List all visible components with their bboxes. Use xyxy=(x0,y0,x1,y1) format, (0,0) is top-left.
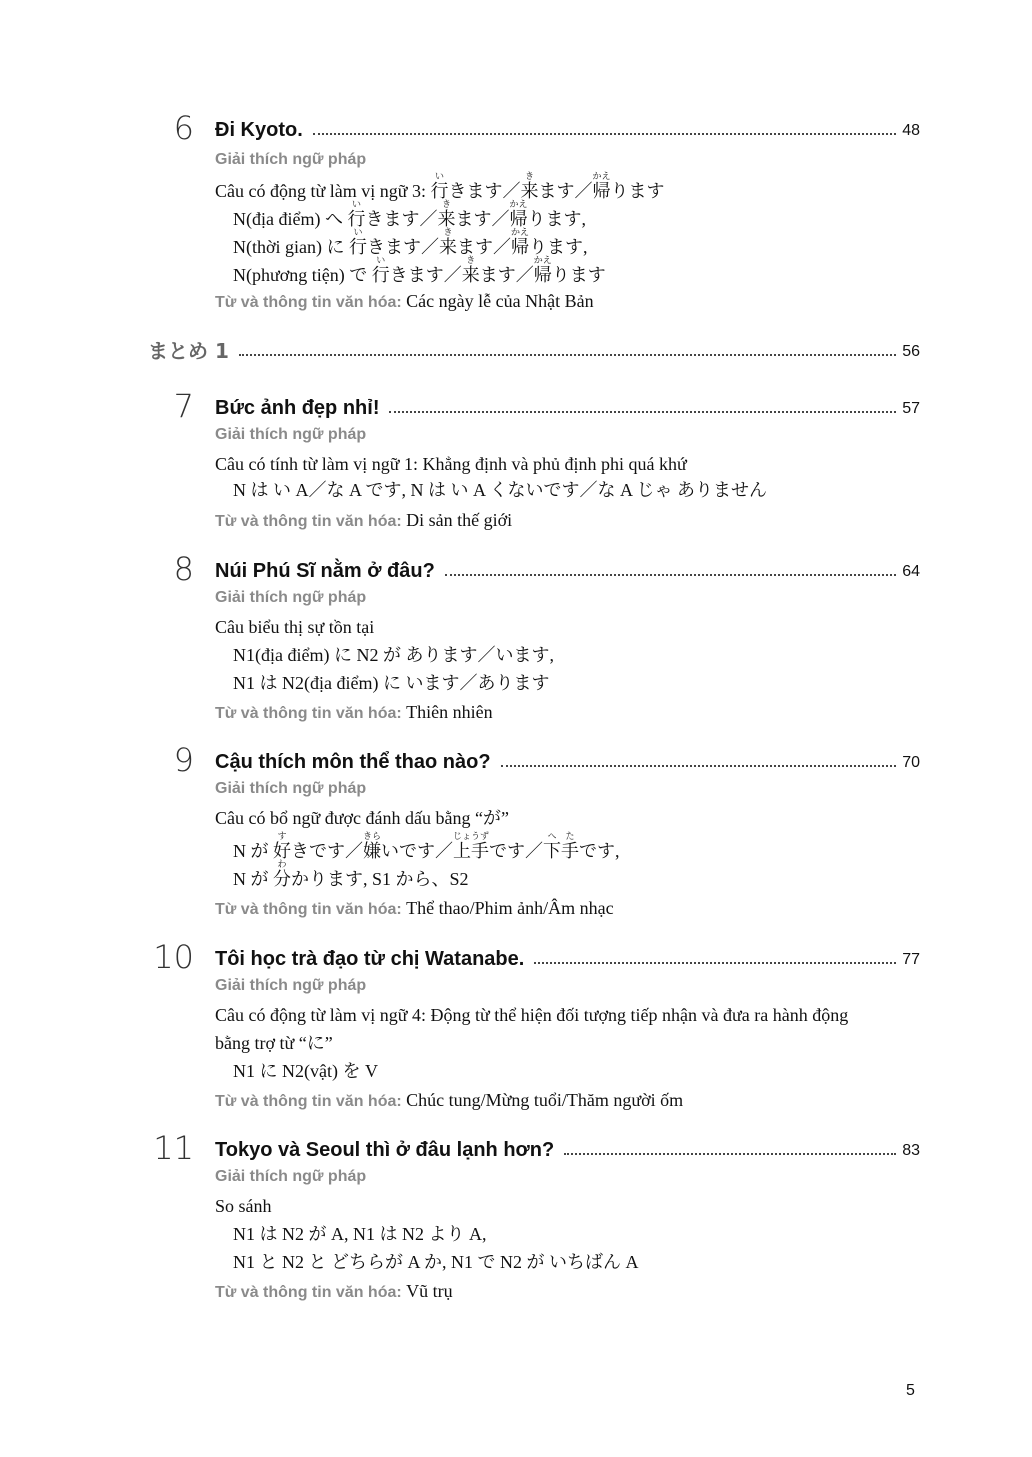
grammar-label: Giải thích ngữ pháp xyxy=(215,977,367,994)
page-ref[interactable]: 57 xyxy=(902,400,920,417)
culture-text: Di sản thế giới xyxy=(406,510,513,530)
lesson-title[interactable]: Tokyo và Seoul thì ở đâu lạnh hơn? xyxy=(215,1139,555,1161)
culture-text: Thể thao/Phim ảnh/Âm nhạc xyxy=(406,898,614,918)
lesson-header[interactable] xyxy=(215,1132,920,1162)
grammar-line: N は い A／な A です, N は い A くないです／な A じゃ ありません xyxy=(233,480,768,500)
page-number: 5 xyxy=(906,1382,915,1399)
grammar-line: N1(địa điểm) に N2 が あります／います, xyxy=(233,645,554,665)
page-ref[interactable]: 64 xyxy=(902,563,920,580)
culture-text: Vũ trụ xyxy=(406,1281,453,1301)
culture-text: Thiên nhiên xyxy=(406,702,493,722)
culture-label: Từ và thông tin văn hóa: xyxy=(215,901,402,918)
culture-line xyxy=(215,1089,683,1113)
dot-leader xyxy=(501,765,897,767)
culture-label: Từ và thông tin văn hóa: xyxy=(215,294,402,311)
lesson-header[interactable] xyxy=(215,941,920,971)
dot-leader xyxy=(534,962,896,964)
summary-1[interactable] xyxy=(148,335,920,363)
lesson-number: 7 xyxy=(173,387,194,425)
lesson-title[interactable]: Núi Phú Sĩ nằm ở đâu? xyxy=(215,560,435,582)
dot-leader xyxy=(313,133,896,135)
dot-leader xyxy=(564,1153,896,1155)
lesson-title[interactable]: Bức ảnh đẹp nhỉ! xyxy=(215,397,380,419)
page-ref[interactable]: 48 xyxy=(902,122,920,139)
dot-leader xyxy=(389,411,896,413)
grammar-label: Giải thích ngữ pháp xyxy=(215,780,367,797)
lesson-title[interactable]: Cậu thích môn thể thao nào? xyxy=(215,751,491,773)
lesson-title[interactable]: Tôi học trà đạo từ chị Watanabe. xyxy=(215,948,525,970)
grammar-line: N(phương tiện) で 行いきます／来きます／帰かえります xyxy=(233,256,606,285)
culture-line xyxy=(215,509,512,533)
culture-label: Từ và thông tin văn hóa: xyxy=(215,513,402,530)
grammar-line: Câu có động từ làm vị ngữ 3: 行いきます／来きます／帰かえります xyxy=(215,172,665,201)
page-ref[interactable]: 77 xyxy=(902,951,920,968)
lesson-number: 11 xyxy=(153,1129,194,1167)
lesson-title[interactable]: Đi Kyoto. xyxy=(215,119,303,141)
lesson-number: 8 xyxy=(173,550,194,588)
grammar-line: bằng trợ từ “に” xyxy=(215,1033,333,1053)
lesson-number: 6 xyxy=(173,109,194,147)
lesson-number: 10 xyxy=(153,938,194,976)
dot-leader xyxy=(445,574,896,576)
grammar-line: Câu biểu thị sự tồn tại xyxy=(215,617,375,637)
culture-line xyxy=(215,1280,453,1304)
grammar-line: So sánh xyxy=(215,1196,272,1216)
page-ref[interactable]: 70 xyxy=(902,754,920,771)
lesson-number: 9 xyxy=(173,741,194,779)
grammar-line: N が 好すきです／嫌きらいです／上手じょうずです／下手へたです, xyxy=(233,832,620,861)
grammar-label: Giải thích ngữ pháp xyxy=(215,151,367,168)
page-ref[interactable]: 56 xyxy=(902,343,920,360)
lesson-header[interactable] xyxy=(215,390,920,420)
grammar-line: N1 は N2 が A, N1 は N2 より A, xyxy=(233,1224,487,1244)
grammar-line: N(địa điểm) へ 行いきます／来きます／帰かえります, xyxy=(233,200,586,229)
culture-label: Từ và thông tin văn hóa: xyxy=(215,1284,402,1301)
grammar-line: N(thời gian) に 行いきます／来きます／帰かえります, xyxy=(233,228,588,257)
culture-line xyxy=(215,897,614,921)
grammar-line: N1 と N2 と どちらが A か, N1 で N2 が いちばん A xyxy=(233,1252,639,1272)
grammar-label: Giải thích ngữ pháp xyxy=(215,1168,367,1185)
lesson-header[interactable] xyxy=(215,112,920,142)
grammar-line: Câu có tính từ làm vị ngữ 1: Khẳng định và phủ định phi quá khứ xyxy=(215,454,687,474)
culture-text: Chúc tung/Mừng tuổi/Thăm người ốm xyxy=(406,1090,684,1110)
dot-leader xyxy=(239,354,896,356)
grammar-line: N1 は N2(địa điểm) に います／あります xyxy=(233,673,550,693)
grammar-label: Giải thích ngữ pháp xyxy=(215,426,367,443)
culture-label: Từ và thông tin văn hóa: xyxy=(215,1093,402,1110)
lesson-header[interactable] xyxy=(215,744,920,774)
culture-line xyxy=(215,701,493,725)
lesson-header[interactable] xyxy=(215,553,920,583)
grammar-line: Câu có bổ ngữ được đánh dấu bằng “が” xyxy=(215,808,509,828)
grammar-label: Giải thích ngữ pháp xyxy=(215,589,367,606)
page-ref[interactable]: 83 xyxy=(902,1142,920,1159)
summary-title[interactable]: まとめ 1 xyxy=(148,339,229,363)
grammar-line: Câu có động từ làm vị ngữ 4: Động từ thể hiện đối tượng tiếp nhận và đưa ra hành động xyxy=(215,1005,849,1025)
grammar-line: N1 に N2(vật) を V xyxy=(233,1061,378,1081)
culture-label: Từ và thông tin văn hóa: xyxy=(215,705,402,722)
culture-line xyxy=(215,290,594,314)
culture-text: Các ngày lễ của Nhật Bản xyxy=(406,291,594,311)
grammar-line: N が 分わかります, S1 から、S2 xyxy=(233,860,469,889)
